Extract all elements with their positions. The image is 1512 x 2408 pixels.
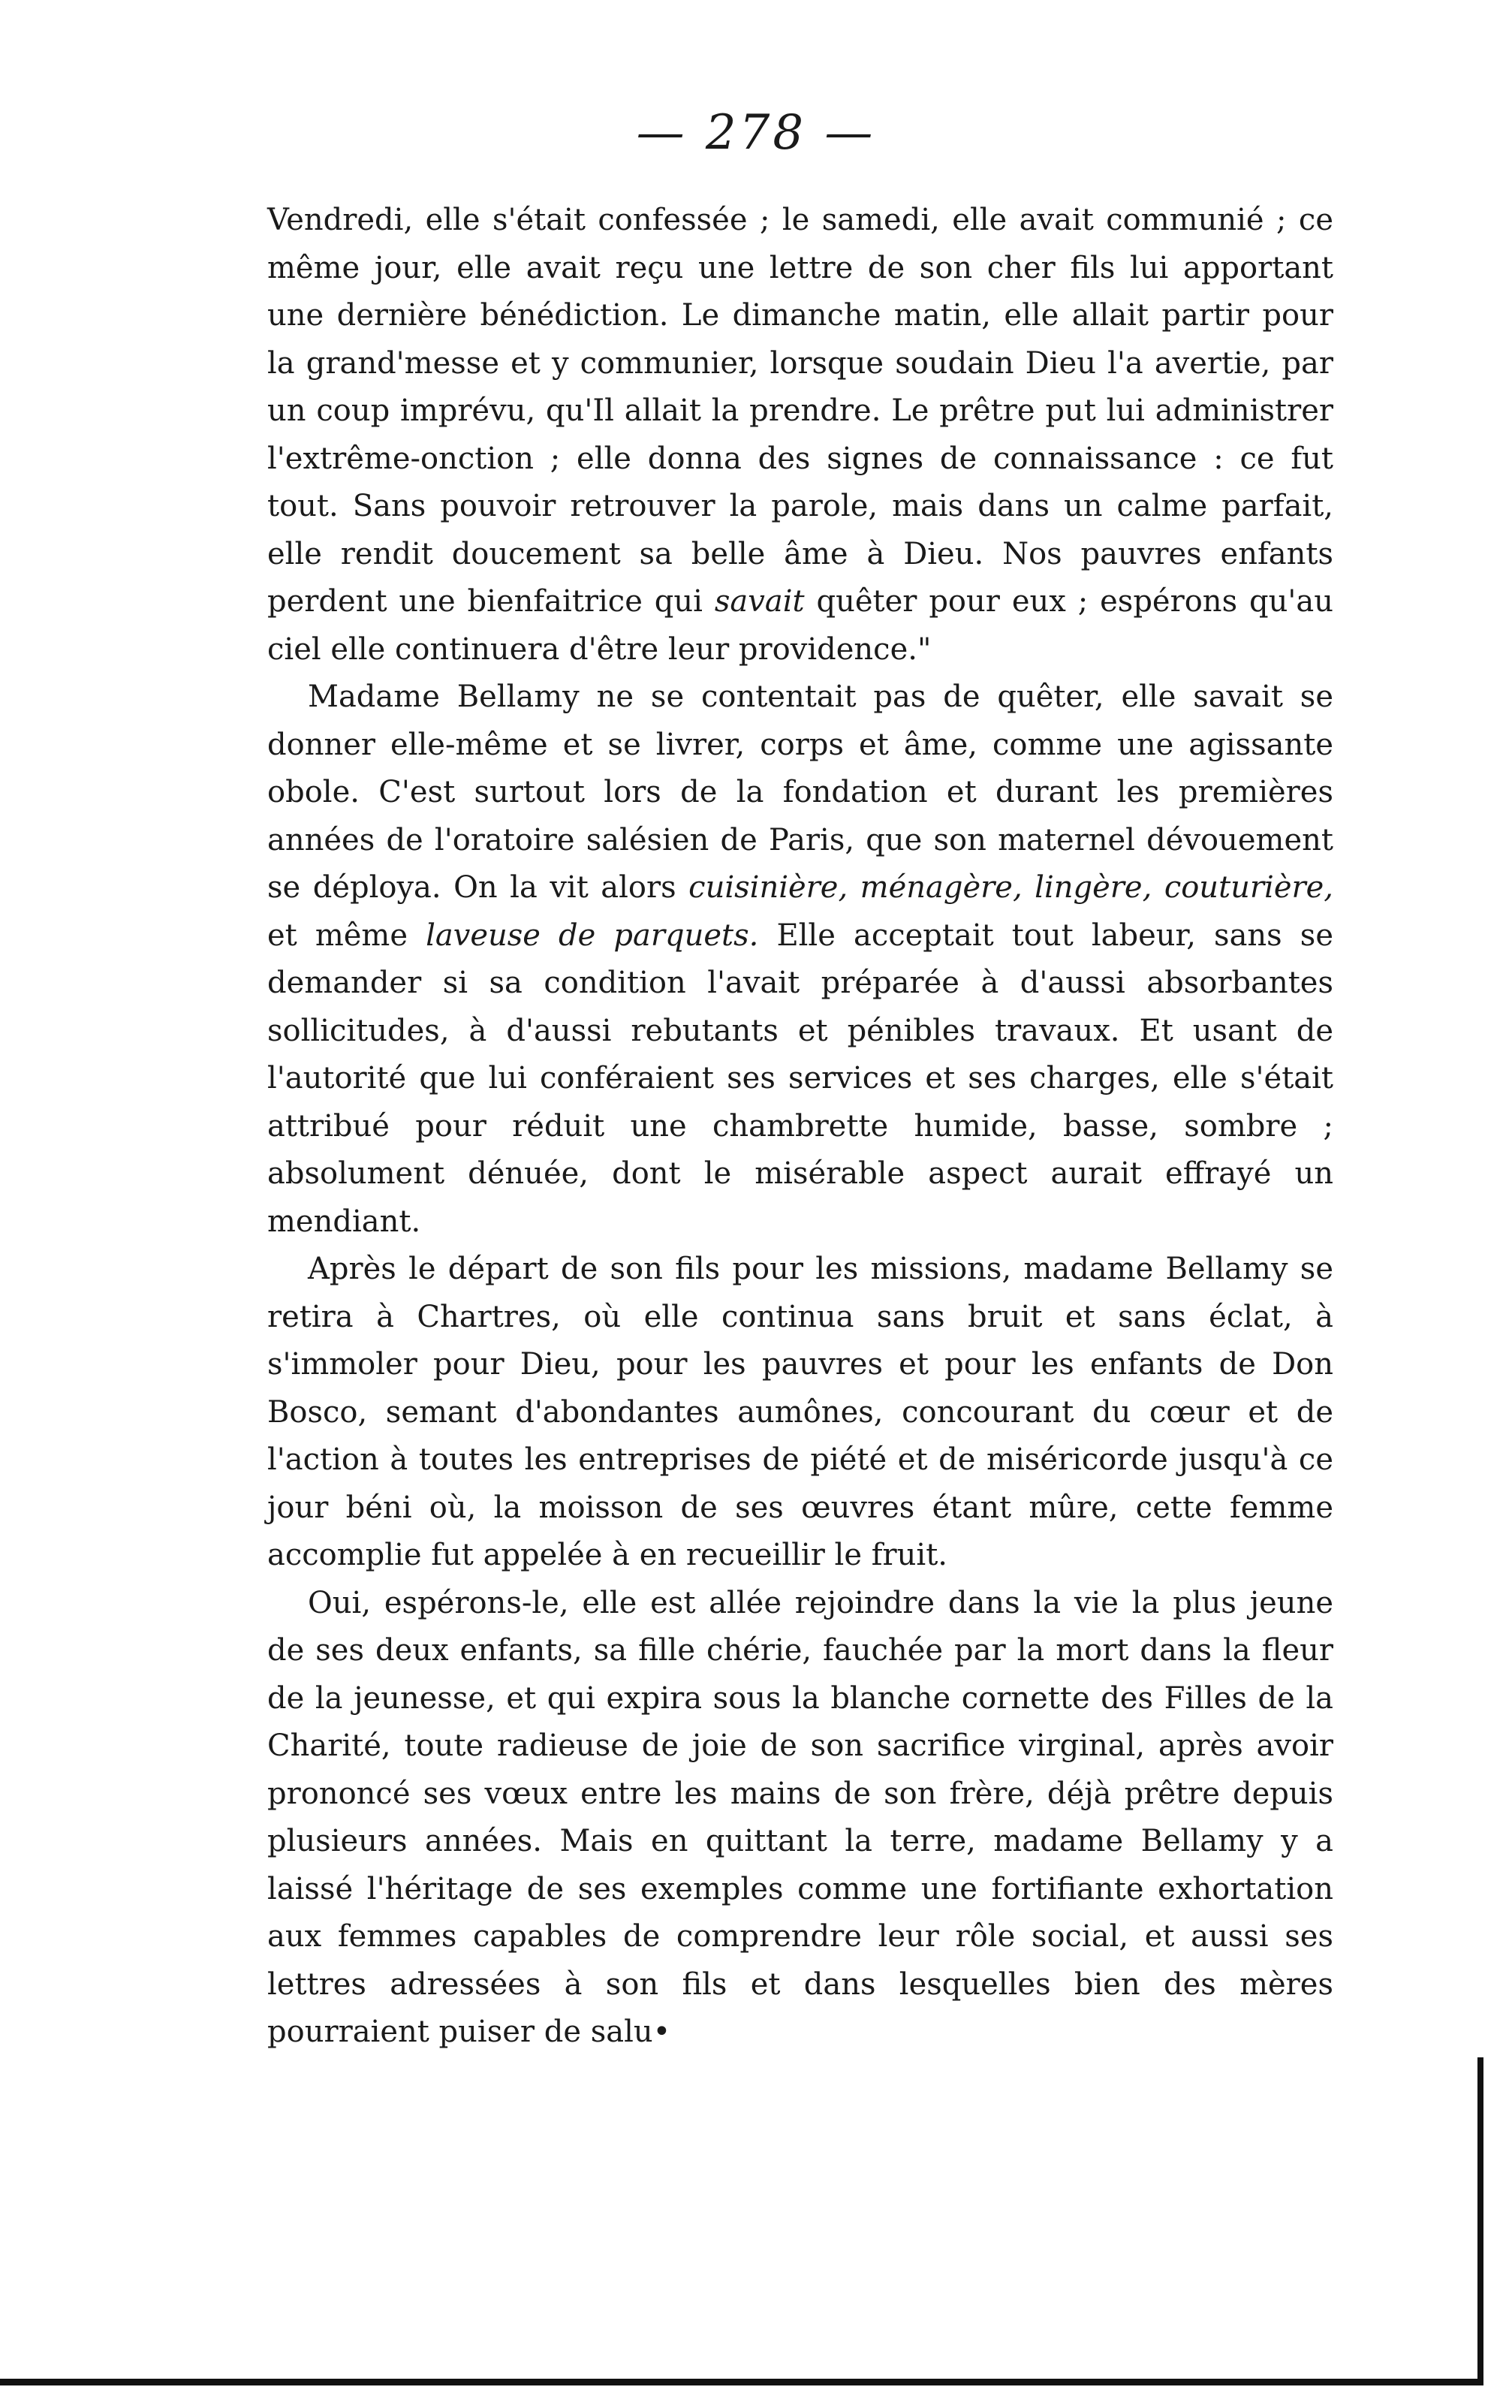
paragraph-2-text-c: Elle acceptait tout labeur, sans se demander si sa condition l'avait préparée à d'aussi absorbantes sollicitudes, à d'aussi rebutants et pénibles travaux. Et usant de l'autorité que lui conféraient ses services et ses charges, elle s'était attribué pour réduit une chambrette humide, basse, sombre ; absolument dénuée, dont le misérable aspect aurait effrayé un mendiant. (267, 918, 1333, 1239)
paragraph-2-text-a: Madame Bellamy ne se contentait pas de quêter, elle savait se donner elle-même et se livrer, corps et âme, comme une agissante obole. C'est surtout lors de la fondation et durant les premières années de l'oratoire salésien de Paris, que son maternel dévouement se déploya. On la vit alors (267, 680, 1333, 905)
bottom-edge-rule (0, 2379, 1483, 2385)
paragraph-2-text-b: et même (267, 918, 426, 953)
paragraph-3: Après le départ de son fils pour les missions, madame Bellamy se retira à Chartres, où elle continua sans bruit et sans éclat, à s'immoler pour Dieu, pour les pauvres et pour les enfants de Don Bosco, semant d'abondantes aumônes, concourant du cœur et de l'action à toutes les entreprises de piété et de miséricorde jusqu'à ce jour béni où, la moisson de ses œuvres étant mûre, cette femme accomplie fut appelée à en recueillir le fruit. (267, 1252, 1333, 1572)
page-edge-shadow (1477, 2057, 1483, 2385)
paragraph-2-italic-laveuse: laveuse de parquets. (426, 918, 759, 953)
paragraph-2-italic-roles: cuisinière, ménagère, lingère, couturière, (688, 870, 1333, 905)
paragraph-2 (267, 674, 1333, 1246)
paragraph-1-text-a: Vendredi, elle s'était confessée ; le samedi, elle avait communié ; ce même jour, elle avait reçu une lettre de son cher fils lui apportant une dernière bénédiction. Le dimanche matin, elle allait partir pour la grand'messe et y communier, lorsque soudain Dieu l'a avertie, par un coup imprévu, qu'Il allait la prendre. Le prêtre put lui administrer l'extrême-onction ; elle donna des signes de connaissance : ce fut tout. Sans pouvoir retrouver la parole, mais dans un calme parfait, elle rendit doucement sa belle âme à Dieu. Nos pauvres enfants perdent une bienfaitrice qui (267, 203, 1333, 619)
page-number: — 278 — (636, 105, 876, 161)
paragraph-1 (267, 197, 1333, 674)
paragraph-4: Oui, espérons-le, elle est allée rejoindre dans la vie la plus jeune de ses deux enfants, sa fille chérie, fauchée par la mort dans la fleur de la jeunesse, et qui expira sous la blanche cornette des Filles de la Charité, toute radieuse de joie de son sacrifice virginal, après avoir prononcé ses vœux entre les mains de son frère, déjà prêtre depuis plusieurs années. Mais en quittant la terre, madame Bellamy y a laissé l'héritage de ses exemples comme une fortifiante exhortation aux femmes capables de comprendre leur rôle social, et aussi ses lettres adressées à son fils et dans lesquelles bien des mères pourraient puiser de salu• (267, 1585, 1333, 2049)
paragraph-1-italic-savait: savait (714, 584, 805, 619)
paragraph-1-text-b: quêter pour eux ; espérons qu'au ciel elle continuera d'être leur providence." (267, 584, 1333, 667)
body-text (267, 197, 1333, 2057)
